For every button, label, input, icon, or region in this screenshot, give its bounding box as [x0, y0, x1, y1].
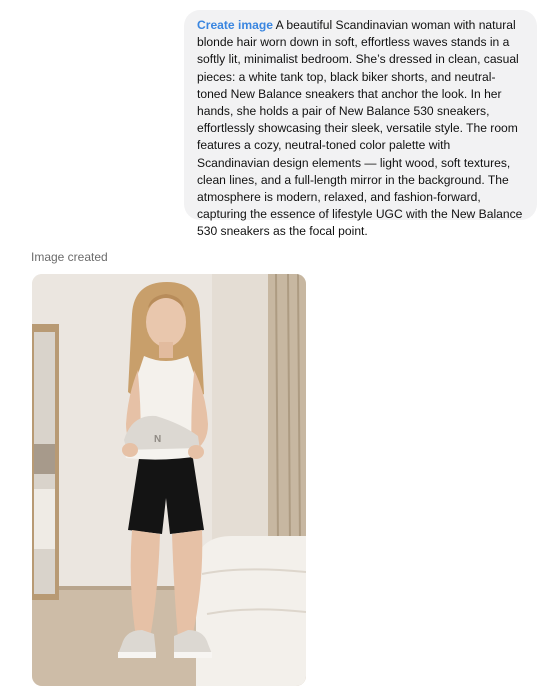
create-image-tool-tag[interactable]: Create image [197, 18, 273, 32]
generated-image-illustration [32, 274, 306, 686]
image-created-caption: Image created [31, 250, 108, 264]
user-message-bubble [184, 10, 537, 239]
generated-image[interactable] [32, 274, 306, 686]
user-prompt-text: A beautiful Scandinavian woman with natural blonde hair worn down in soft, effortless waves stands in a softly lit, minimalist bedroom. She’s dressed in clean, casual pieces: a white tank top, black biker shorts, and neutral-toned New Balance sneakers that anchor the look. In her hands, she holds a pair of New Balance 530 sneakers, effortlessly showcasing their sleek, versatile style. The room features a cozy, neutral-toned color palette with Scandinavian design elements — light wood, soft textures, clean lines, and a full-length mirror in the background. The atmosphere is modern, relaxed, and fashion-forward, capturing the essence of lifestyle UGC with the New Balance 530 sneakers as the focal point. [197, 18, 523, 239]
svg-text:N: N [154, 434, 162, 445]
